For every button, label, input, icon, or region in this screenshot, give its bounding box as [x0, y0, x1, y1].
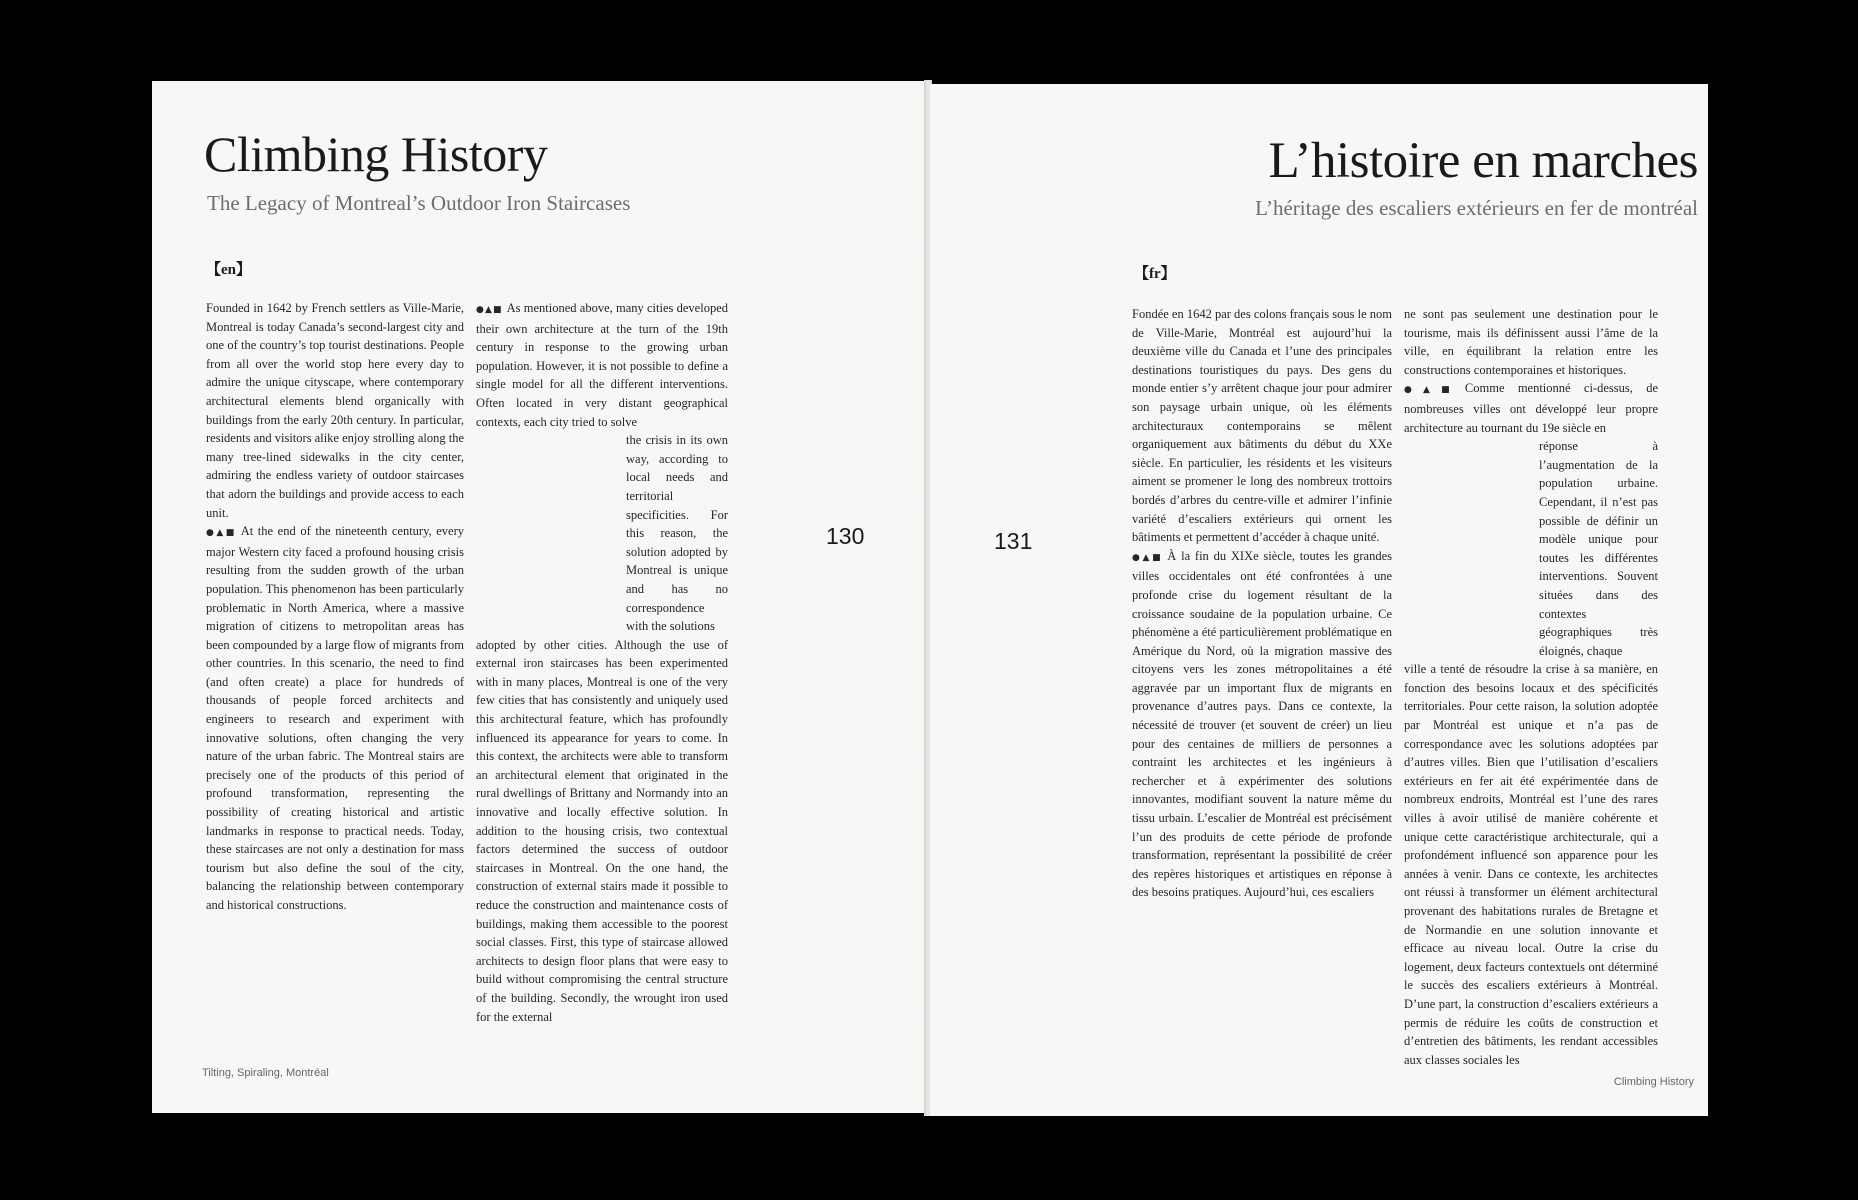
paragraph-housing-en [206, 522, 464, 914]
paragraph-narrow-en: the crisis in its own way, according to local needs and territorial specificities. For this reason, the solution adopted by Montreal is unique and has no correspondence with the solutions [626, 433, 728, 634]
footer-left: Tilting, Spiraling, Montréal [202, 1067, 329, 1079]
body-column-2-en [476, 299, 728, 1026]
paragraph-continued-fr: ne sont pas seulement une destination pour le tourisme, mais ils définissent aussi l’âme de la ville, en équilibrant la relation entre les constructions contemporaines et historiques. [1404, 307, 1658, 377]
paragraph-intro-fr: Fondée en 1642 par des colons français sous le nom de Ville-Marie, Montréal est aujourd’hui la deuxième ville du Canada et l’une des principales destinations touristiques du pays. Des gens du monde entier s’y arrêtent chaque jour pour admirer son paysage urbain unique, où les éléments architecturaux contemporains se mêlent organiquement aux bâtiments du début du XXe siècle. En particulier, les résidents et les visiteurs aiment se promener le long des nombreux trottoirs bordés d’arbres du centre-ville et admirer l’infinie variété d’escaliers extérieurs qui ornent les bâtiments et permettent d’accéder à chaque unité. [1132, 307, 1393, 545]
body-column-1-en [206, 299, 464, 915]
paragraph-narrow-fr: réponse à l’augmentation de la population urbaine. Cependant, il n’est pas possible de définir un modèle unique pour toutes les différentes interventions. Souvent situées dans des contextes géographiques très éloignés, chaque [1539, 439, 1658, 658]
paragraph-solutions-en: adopted by other cities. Although the use of external iron staircases has been experimented with in many places, Montreal is one of the very few cities that has consistently and uniquely used this architectural feature, which has profoundly influenced its appearance for years to come. In this context, the architects were able to transform an architectural element that originated in the rural dwellings of Brittany and Normandy into an innovative and locally effective solution. In addition to the housing crisis, two contextual factors determined the success of outdoor staircases in Montreal. On the one hand, the construction of external stairs made it possible to reduce the construction and maintenance costs of buildings, making them accessible to the poorest social classes. First, this type of staircase allowed architects to design floor plans that were easy to build without compromising the central structure of the building. Secondly, the wrought iron used for the external [476, 637, 728, 1024]
page-number-left: 130 [826, 523, 865, 549]
paragraph-solutions-fr: ville a tenté de résoudre la crise à sa manière, en fonction des besoins locaux et des spécificités territoriales. Pour cette raison, la solution adoptée par Montréal est unique et n’a pas de correspondance avec les solutions adoptées par d’autres villes. Bien que l’utilisation d’escaliers extérieurs en fer ait été expérimentée dans de nombreux endroits, Montréal est l’une des rares villes à avoir utilisé de manière cohérente et unique cette caractéristique architecturale, qui a profondément influencé son apparence pour les années à venir. Dans ce contexte, les architectes ont réussi à transformer un élément architectural provenant des habitations rurales de Bretagne et de Normandie en une solution innovante et efficace au niveau local. Outre la crise du logement, deux facteurs contextuels ont déterminé le succès des escaliers extérieurs à Montréal. D’une part, la construction d’escaliers extérieurs a permis de réduire les coûts de construction et d’entretien des bâtiments, les rendant accessibles aux classes sociales les [1404, 662, 1658, 1067]
body-column-1-fr [1132, 305, 1392, 902]
page-title-fr: L’histoire en marches [1268, 133, 1698, 189]
page-number-right: 131 [994, 528, 1033, 554]
section-marks: ●▲■ [1404, 385, 1461, 396]
left-page [152, 81, 924, 1113]
language-tag-fr: 【fr】 [1134, 266, 1176, 282]
page-subtitle-en: The Legacy of Montreal’s Outdoor Iron Staircases [207, 191, 631, 215]
paragraph-architecture-en [476, 299, 728, 431]
paragraph-architecture-fr [1404, 379, 1658, 437]
paragraph-housing-text: At the end of the nineteenth century, every major Western city faced a profound housing crisis resulting from the sudden growth of the urban population. This phenomenon has been particularly problematic in North America, where a massive migration of citizens to metropolitan areas has been compounded by a large flow of migrants from other countries. In this scenario, the need to find (and often create) a place for hundreds of thousands of people forced architects and engineers to research and experiment with innovative solutions, often changing the very nature of the urban fabric. The Montreal stairs are precisely one of the products of this period of profound transformation, representing the possibility of creating historical and artistic landmarks in response to practical needs. Today, these staircases are not only a destination for mass tourism but also define the soul of the city, balancing the relationship between contemporary and historical constructions. [206, 524, 465, 912]
section-marks: ●▲■ [1132, 552, 1164, 563]
paragraph-architecture-text-fr: Comme mentionné ci-dessus, de nombreuses villes ont développé leur propre architecture au tournant du 19e siècle en [1404, 381, 1658, 435]
section-marks: ●▲■ [206, 528, 237, 539]
paragraph-housing-text-fr: À la fin du XIXe siècle, toutes les grandes villes occidentales ont été confrontées à une profonde crise du logement résultant de la croissance soudaine de la population urbaine. Ce phénomène a été particulièrement problématique en Amérique du Nord, où la migration massive des citoyens vers les zones métropolitaines a été aggravée par un important flux de migrants en provenance d’autres pays. Dans ce contexte, la nécessité de trouver (et souvent de créer) un lieu pour des centaines de milliers de personnes a contraint les architectes et les ingénieurs à rechercher et à expérimenter des solutions innovantes, modifiant souvent la nature même du tissu urbain. L’escalier de Montréal est précisément l’un des produits de cette période de profonde transformation, représentant la possibilité de créer des repères historiques et artistiques en réponse à des besoins pratiques. Aujourd’hui, ces escaliers [1132, 548, 1392, 900]
paragraph-architecture-text: As mentioned above, many cities developed their own architecture at the turn of the 19th century in response to the growing urban population. However, it is not possible to define a single model for all the different interventions. Often located in very distant geographical contexts, each city tried to solve [476, 301, 728, 429]
right-page [930, 84, 1708, 1116]
footer-right: Climbing History [1613, 1076, 1694, 1088]
paragraph-intro-en: Founded in 1642 by French settlers as Ville-Marie, Montreal is today Canada’s second-largest city and one of the country’s top tourist destinations. People from all over the world stop here every day to admire the unique cityscape, where contemporary architectural elements blend organically with buildings from the early 20th century. In particular, residents and visitors alike enjoy strolling along the many tree-lined sidewalks in the city center, admiring the endless variety of outdoor staircases that adorn the buildings and provide access to each unit. [206, 301, 464, 520]
body-column-2-fr [1404, 305, 1658, 1069]
page-title-en: Climbing History [204, 126, 548, 182]
paragraph-housing-fr [1132, 547, 1392, 902]
language-tag-en: 【en】 [206, 262, 252, 278]
page-subtitle-fr: L’héritage des escaliers extérieurs en fer de montréal [1255, 196, 1698, 220]
section-marks: ●▲■ [476, 305, 503, 315]
